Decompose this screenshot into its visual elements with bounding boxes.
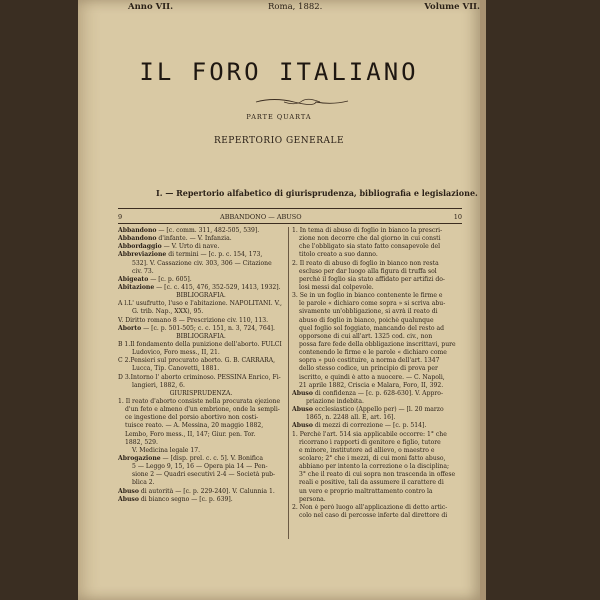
right-column-line bbox=[292, 439, 462, 447]
entry-text: quel foglio sol foggiato, mancando del resto ad bbox=[299, 324, 445, 332]
entry-text: dello stesso codice, un principio di prova per bbox=[299, 365, 438, 373]
right-column-line bbox=[292, 488, 462, 496]
right-column-line bbox=[292, 227, 462, 235]
right-column-line bbox=[292, 496, 462, 504]
right-column-line bbox=[292, 504, 462, 512]
entry-text: Ludovico, Foro mess., II, 21. bbox=[132, 349, 220, 357]
entry-headword: Abuso bbox=[118, 495, 139, 503]
entry-headword: Aborto bbox=[118, 324, 142, 332]
left-column-line bbox=[118, 496, 284, 504]
entry-headword: Abuso bbox=[118, 487, 139, 495]
header-volume: Volume VII. bbox=[424, 2, 480, 12]
entry-text: 1. Perchè l'art. 514 sia applicabile occorre: 1° che bbox=[292, 430, 447, 438]
entry-text: contenendo le firme e le parole « dichiaro come bbox=[299, 349, 447, 357]
left-column-line bbox=[118, 390, 284, 398]
left-column-line bbox=[118, 431, 284, 439]
entry-headword: Abbreviazione bbox=[118, 251, 167, 259]
entry-text: ecclesiastico (Appello per) — [l. 20 marzo bbox=[312, 406, 444, 414]
left-column-line bbox=[118, 374, 284, 382]
entry-text: un vero e proprio maltrattamento contro la bbox=[299, 487, 433, 495]
left-column-line bbox=[118, 227, 284, 235]
entry-headword: Abrogazione bbox=[118, 454, 161, 462]
entry-text: — [disp. prel. c. c. 5]. V. Bonifica bbox=[160, 454, 264, 462]
entry-text: di confidenza — [c. p. 628-630]. V. Appro- bbox=[312, 389, 444, 397]
entry-text: V. Diritto romano 8 — Prescrizione civ. 110, 113. bbox=[118, 316, 269, 324]
entry-text: che l'obbligato sia stato fatto consapevole del bbox=[299, 243, 441, 251]
right-column-line bbox=[292, 325, 462, 333]
left-column-line bbox=[118, 382, 284, 390]
entry-headword: Abbandono bbox=[118, 235, 157, 243]
right-column-line bbox=[292, 479, 462, 487]
right-column-line bbox=[292, 431, 462, 439]
left-column-line bbox=[118, 325, 284, 333]
right-column-line bbox=[292, 447, 462, 455]
right-column-line bbox=[292, 406, 462, 414]
right-column-line bbox=[292, 292, 462, 300]
left-column-line bbox=[118, 365, 284, 373]
left-column-line bbox=[118, 300, 284, 308]
entry-text: colo nel caso di percosse inferte dal direttore di bbox=[299, 511, 448, 519]
right-column-line bbox=[292, 333, 462, 341]
right-column-line bbox=[292, 300, 462, 308]
entry-text: 1. In tema di abuso di foglio in bianco la prescri- bbox=[292, 227, 443, 234]
entry-text: BIBLIOGRAFIA. bbox=[176, 292, 226, 300]
entry-text: 1. Il reato d'aborto consiste nella procurata ejezione bbox=[118, 397, 281, 405]
left-column-line bbox=[118, 333, 284, 341]
entry-text: di autorità — [c. p. 229-240]. V. Calunnia 1. bbox=[138, 487, 275, 495]
section-title: REPERTORIO GENERALE bbox=[213, 136, 345, 146]
left-column-line bbox=[118, 398, 284, 406]
entry-headword: Abuso bbox=[292, 422, 313, 430]
left-column-line bbox=[118, 276, 284, 284]
entry-text: ricorrano i rapporti di genitore e figlio, tutore bbox=[299, 438, 441, 446]
right-column-line bbox=[292, 251, 462, 259]
entry-text: di termini — [c. p. c. 154, 173, bbox=[166, 251, 263, 259]
page-edge bbox=[480, 0, 486, 600]
entry-text: V. Medicina legale 17. bbox=[132, 446, 201, 454]
right-column-line bbox=[292, 390, 462, 398]
entry-text: d'un feto e almeno d'un embrione, onde la sempli- bbox=[125, 406, 280, 414]
entry-text: zione non decorre che dal giorno in cui consti bbox=[299, 235, 441, 243]
right-column bbox=[292, 227, 462, 520]
left-column-line bbox=[118, 422, 284, 430]
right-column-line bbox=[292, 365, 462, 373]
entry-text: possa fare fede della obbligazione inscrittavi, pure bbox=[299, 340, 456, 348]
entry-text: langieri, 1882, 6. bbox=[132, 381, 185, 389]
entry-text: sopra » può costituire, a norma dell'art. 1347 bbox=[299, 357, 440, 365]
entry-text: C 2.Pensieri sul procurato aborto. G. B. CARRARA, bbox=[118, 357, 276, 365]
left-column-line bbox=[118, 471, 284, 479]
entry-text: iscritto, e quindi è atto a nuocere. — C. Napoli, bbox=[299, 373, 445, 381]
right-column-line bbox=[292, 308, 462, 316]
left-column-line bbox=[118, 341, 284, 349]
header-place-date: Roma, 1882. bbox=[268, 2, 323, 12]
right-column-line bbox=[292, 422, 462, 430]
entry-text: Lembo, Foro mess., II, 147; Giur. pen. Tor. bbox=[125, 430, 256, 438]
entry-text: 532]. V. Cassazione civ. 303, 306 — Citazione bbox=[132, 259, 272, 267]
page-number-left: 9 bbox=[118, 213, 123, 221]
entry-text: 21 aprile 1882, Criscia e Malara, Foro, II, 392. bbox=[299, 381, 444, 389]
left-column-line bbox=[118, 414, 284, 422]
entry-headword: Abigeato bbox=[118, 275, 149, 283]
entry-text: losi messi dal colpevole. bbox=[299, 283, 374, 291]
right-column-line bbox=[292, 382, 462, 390]
left-column-line bbox=[118, 463, 284, 471]
entry-text: — [c. p. 501-505; c. c. 151, n. 3, 724, 764]. bbox=[141, 324, 275, 332]
entry-text: blica 2. bbox=[132, 479, 155, 487]
right-column-line bbox=[292, 471, 462, 479]
entry-text: 2. Il reato di abuso di foglio in bianco non resta bbox=[292, 259, 439, 267]
part-label: PARTE QUARTA bbox=[246, 113, 312, 121]
entry-text: B 1.Il fondamento della punizione dell'aborto. FULCI bbox=[118, 340, 282, 348]
left-column-line bbox=[118, 447, 284, 455]
entry-text: 1882, 529. bbox=[125, 438, 158, 446]
running-head-title: ABBANDONO — ABUSO bbox=[220, 213, 302, 221]
entry-text: 1865, n. 2248 all. E, art. 16]. bbox=[306, 414, 396, 422]
entry-text: Lucca, Tip. Canovetti, 1881. bbox=[132, 365, 220, 373]
head-rule bbox=[118, 223, 462, 224]
entry-text: 3. Se in un foglio in bianco contenente le firme e bbox=[292, 292, 443, 300]
right-column-line bbox=[292, 455, 462, 463]
right-column-line bbox=[292, 284, 462, 292]
entry-text: sione 2 — Quadri esecutivi 2-4 — Società pub- bbox=[132, 471, 276, 479]
left-column-line bbox=[118, 308, 284, 316]
entry-text: ce ingestione del porsio abortivo non costi- bbox=[125, 414, 259, 422]
entry-text: le parole « dichiaro come sopra » si scriva abu- bbox=[299, 300, 446, 308]
right-column-line bbox=[292, 398, 462, 406]
entry-headword: Abbordaggio bbox=[118, 243, 162, 251]
left-column-line bbox=[118, 284, 284, 292]
book-page bbox=[78, 0, 480, 600]
column-rule bbox=[288, 227, 289, 539]
entry-text: G. trib. Nap., XXX), 95. bbox=[132, 308, 204, 316]
ornament-divider-icon bbox=[254, 96, 350, 108]
entry-text: 5 — Leggo 9, 15, 16 — Opera pia 14 — Pen- bbox=[132, 463, 268, 471]
entry-text: sivamente un'obbligazione, si avrà il reato di bbox=[299, 308, 438, 316]
entry-headword: Abitazione bbox=[118, 283, 155, 291]
entry-text: 3° che il reato di cui sopra non trascenda in offese bbox=[299, 471, 456, 479]
right-column-line bbox=[292, 349, 462, 357]
right-column-line bbox=[292, 341, 462, 349]
entry-headword: Abuso bbox=[292, 406, 313, 414]
entry-text: — [c. p. 605]. bbox=[148, 275, 192, 283]
left-column-line bbox=[118, 243, 284, 251]
right-column-line bbox=[292, 260, 462, 268]
right-column-line bbox=[292, 463, 462, 471]
entry-text: di mezzi di correzione — [c. p. 514]. bbox=[312, 422, 427, 430]
left-column-line bbox=[118, 268, 284, 276]
top-rule bbox=[118, 208, 462, 209]
left-column-line bbox=[118, 488, 284, 496]
entry-text: — [c. comm. 311, 482-505, 539]. bbox=[156, 227, 260, 234]
entry-text: abbiano per intento la correzione o la disciplina; bbox=[299, 463, 450, 471]
entry-headword: Abuso bbox=[292, 389, 313, 397]
entry-text: civ. 73. bbox=[132, 267, 154, 275]
left-column-line bbox=[118, 455, 284, 463]
left-column-line bbox=[118, 235, 284, 243]
left-column-line bbox=[118, 439, 284, 447]
left-column-line bbox=[118, 357, 284, 365]
right-column-line bbox=[292, 243, 462, 251]
right-column-line bbox=[292, 317, 462, 325]
right-column-line bbox=[292, 357, 462, 365]
entry-text: priazione indebita. bbox=[306, 397, 364, 405]
entry-text: d'infante. — V. Infanzia. bbox=[156, 235, 232, 243]
entry-text: A l.L' usufrutto, l'uso e l'abitazione. NAPOLITANI. V., bbox=[118, 300, 282, 308]
entry-text: — [c. c. 415, 476, 352-529, 1413, 1932]. bbox=[154, 283, 281, 291]
entry-text: BIBLIOGRAFIA. bbox=[176, 332, 226, 340]
entry-text: di bianco segno — [c. p. 639]. bbox=[138, 495, 233, 503]
right-column-line bbox=[292, 374, 462, 382]
right-column-line bbox=[292, 276, 462, 284]
right-column-line bbox=[292, 414, 462, 422]
entry-text: — V. Urto di nave. bbox=[161, 243, 220, 251]
entry-text: perchè il foglio sia stato affidato per artifizi do- bbox=[299, 275, 445, 283]
entry-text: scolaro; 2° che i mezzi, di cui moni fatto abuso, bbox=[299, 454, 446, 462]
header-year: Anno VII. bbox=[128, 2, 174, 12]
right-column-line bbox=[292, 268, 462, 276]
repertory-heading: I. — Repertorio alfabetico di giurisprudenza, bibliografia e legislazione. bbox=[156, 188, 478, 198]
entry-text: 2. Non è però luogo all'applicazione di detto artic- bbox=[292, 503, 448, 511]
right-column-line bbox=[292, 512, 462, 520]
right-column-line bbox=[292, 235, 462, 243]
left-column-line bbox=[118, 479, 284, 487]
entry-headword: Abbandono bbox=[118, 227, 157, 234]
left-column-line bbox=[118, 406, 284, 414]
entry-text: tuisce reato. — A. Messina, 20 maggio 1882, bbox=[125, 422, 264, 430]
left-column-line bbox=[118, 251, 284, 259]
left-column bbox=[118, 227, 284, 504]
entry-text: escluso per dar luogo alla figura di truffa sol bbox=[299, 267, 437, 275]
entry-text: e minore, institutore ad allievo, o maestro e bbox=[299, 446, 435, 454]
page-number-right: 10 bbox=[453, 213, 462, 221]
left-column-line bbox=[118, 317, 284, 325]
entry-text: reali e positive, tali da assumere il carattere di bbox=[299, 479, 444, 487]
entry-text: D 3.Intorno l' aborto criminoso. PESSINA Enrico, Fi- bbox=[118, 373, 281, 381]
journal-title: IL FORO ITALIANO bbox=[139, 58, 419, 86]
entry-text: abuso di foglio in bianco, poichè qualunque bbox=[299, 316, 434, 324]
left-column-line bbox=[118, 292, 284, 300]
entry-text: opporsone di cui all'art. 1325 cod. civ., non bbox=[299, 332, 433, 340]
entry-text: titolo creato a suo danno. bbox=[299, 251, 378, 259]
left-column-line bbox=[118, 349, 284, 357]
left-column-line bbox=[118, 260, 284, 268]
entry-text: GIURISPRUDENZA. bbox=[169, 389, 233, 397]
entry-text: persona. bbox=[299, 495, 326, 503]
